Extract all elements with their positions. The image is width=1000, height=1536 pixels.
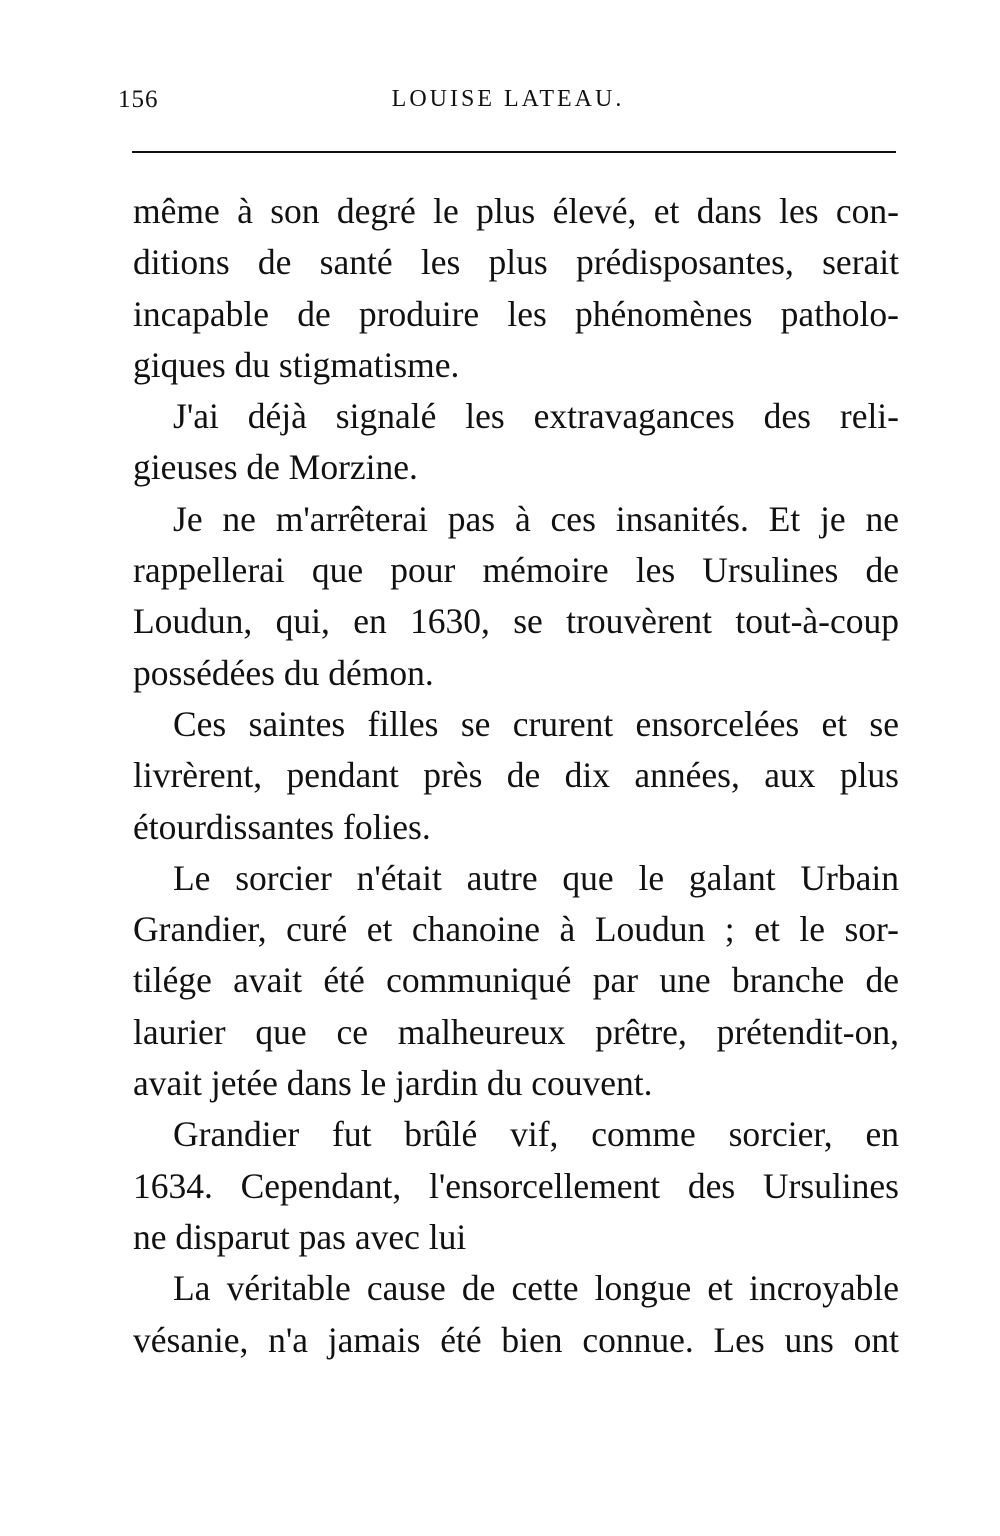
text-line: même à son degré le plus élevé, et dans les con- bbox=[133, 191, 899, 231]
running-title: LOUISE LATEAU. bbox=[391, 86, 625, 112]
text-line: Le sorcier n'était autre que le galant Urbain bbox=[173, 857, 899, 898]
text-line: Grandier, curé et chanoine à Loudun ; et le sor- bbox=[133, 909, 899, 950]
text-line: étourdissantes folies. bbox=[133, 806, 431, 847]
text-line: incapable de produire les phénomènes patholo- bbox=[133, 293, 899, 334]
text-line: Ces saintes filles se crurent ensorcelées et se bbox=[173, 703, 899, 744]
header-rule bbox=[132, 151, 896, 153]
text-line: livrèrent, pendant près de dix années, aux plus bbox=[133, 755, 899, 796]
text-line: Je ne m'arrêterai pas à ces insanités. Et je ne bbox=[173, 498, 899, 539]
text-line: La véritable cause de cette longue et incroyable bbox=[173, 1268, 899, 1309]
text-line: tilége avait été communiqué par une branche de bbox=[133, 960, 899, 1001]
text-line: ne disparut pas avec lui bbox=[133, 1216, 467, 1257]
page-number: 156 bbox=[118, 86, 159, 113]
text-line: gieuses de Morzine. bbox=[133, 447, 418, 488]
body-text bbox=[133, 186, 899, 1366]
text-line: vésanie, n'a jamais été bien connue. Les uns ont bbox=[133, 1319, 899, 1360]
text-line: ditions de santé les plus prédisposantes, serait bbox=[133, 242, 899, 283]
text-line: giques du stigmatisme. bbox=[133, 344, 460, 385]
text-line: possédées du démon. bbox=[133, 652, 434, 693]
text-line: Loudun, qui, en 1630, se trouvèrent tout-à-coup bbox=[133, 601, 899, 642]
text-line: rappellerai que pour mémoire les Ursulines de bbox=[133, 550, 899, 591]
text-line: Grandier fut brûlé vif, comme sorcier, en bbox=[173, 1114, 899, 1155]
running-head bbox=[118, 86, 898, 120]
text-line: laurier que ce malheureux prêtre, prétendit-on, bbox=[133, 1011, 899, 1052]
text-line: J'ai déjà signalé les extravagances des reli- bbox=[173, 396, 899, 437]
text-line: avait jetée dans le jardin du couvent. bbox=[133, 1063, 653, 1104]
text-line: 1634. Cependant, l'ensorcellement des Ursulines bbox=[133, 1165, 899, 1206]
